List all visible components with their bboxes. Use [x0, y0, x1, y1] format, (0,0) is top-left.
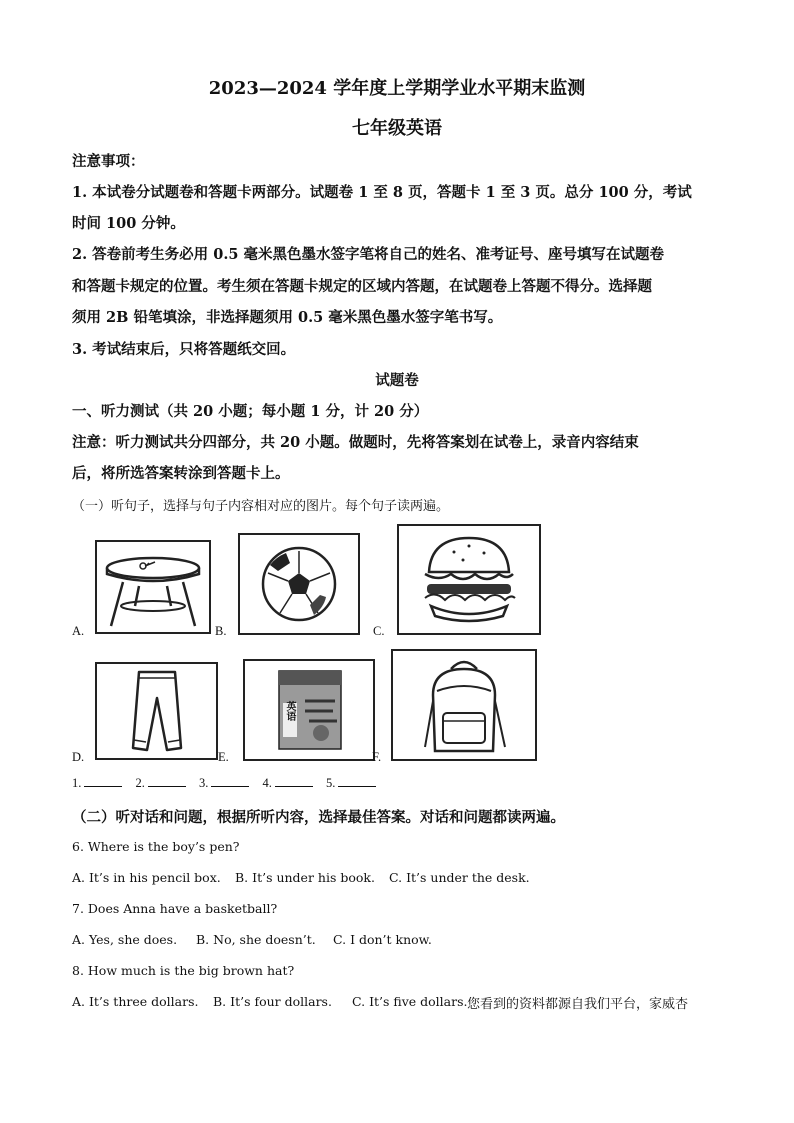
answer-blank-1[interactable] [84, 786, 122, 787]
question-7-option-b: B. No, she doesn’t. [196, 932, 316, 947]
question-6: 6. Where is the boy’s pen? [72, 839, 240, 854]
image-c-letter: C. [373, 624, 385, 638]
part-1-instruction: （一）听句子，选择与句子内容相对应的图片。每个句子读两遍。 [72, 498, 450, 513]
image-b-letter: B. [215, 624, 227, 638]
question-8-option-a: A. It’s three dollars. [72, 994, 199, 1009]
page-title: 2023—2024 学年度上学期学业水平期末监测 [208, 78, 586, 99]
question-6-option-c: C. It’s under the desk. [389, 870, 530, 885]
section-1-heading: 一、听力测试（共 20 小题；每小题 1 分，计 20 分） [72, 403, 429, 420]
question-8: 8. How much is the big brown hat? [72, 963, 295, 978]
table-image [95, 540, 211, 634]
paper-label: 试题卷 [375, 372, 419, 389]
backpack-image [391, 649, 537, 761]
answer-blanks [72, 776, 386, 791]
image-d-letter: D. [72, 750, 85, 764]
notice-item-2-line-2: 和答题卡规定的位置。考生须在答题卡规定的区域内答题，在试题卷上答题不得分。选择题 [72, 278, 652, 295]
watermark-text: 您看到的资料都源自我们平台，家威杏 [467, 997, 689, 1012]
answer-blank-4[interactable] [275, 786, 313, 787]
image-a-letter: A. [72, 624, 85, 638]
question-8-option-c: C. It’s five dollars. [352, 994, 468, 1009]
answer-blank-2[interactable] [148, 786, 186, 787]
ball-image [238, 533, 360, 635]
blank-label-1: 1. [72, 776, 82, 790]
notice-heading: 注意事项： [72, 153, 145, 170]
pants-image [95, 662, 218, 760]
question-8-option-b: B. It’s four dollars. [213, 994, 332, 1009]
question-7: 7. Does Anna have a basketball? [72, 901, 278, 916]
blank-label-3: 3. [199, 776, 209, 790]
question-7-option-c: C. I don’t know. [333, 932, 432, 947]
hamburger-image [397, 524, 541, 635]
image-f-letter: F. [372, 750, 382, 764]
blank-label-5: 5. [326, 776, 336, 790]
backpack-icon [393, 651, 535, 759]
section-1-note-line-1: 注意：听力测试共分四部分，共 20 小题。做题时，先将答案划在试卷上，录音内容结束 [72, 434, 639, 451]
answer-blank-3[interactable] [211, 786, 249, 787]
blank-label-2: 2. [135, 776, 145, 790]
page-subtitle: 七年级英语 [352, 118, 442, 139]
blank-label-4: 4. [262, 776, 272, 790]
question-6-option-a: A. It’s in his pencil box. [72, 870, 221, 885]
notice-item-2-line-3: 须用 2B 铅笔填涂，非选择题须用 0.5 毫米黑色墨水签字笔书写。 [72, 309, 503, 326]
book-cover-text: 英语 [284, 701, 295, 721]
section-1-note-line-2: 后，将所选答案转涂到答题卡上。 [72, 465, 290, 482]
part-2-instruction: （二）听对话和问题，根据所听内容，选择最佳答案。对话和问题都读两遍。 [72, 809, 565, 826]
question-6-option-b: B. It’s under his book. [235, 870, 375, 885]
hamburger-icon [399, 526, 539, 633]
notice-item-2-line-1: 2. 答卷前考生务必用 0.5 毫米黑色墨水签字笔将自己的姓名、准考证号、座号填写在试题卷 [72, 246, 665, 263]
soccer-ball-icon [240, 535, 358, 633]
english-book-icon [245, 661, 373, 759]
answer-blank-5[interactable] [338, 786, 376, 787]
book-image [243, 659, 375, 761]
pants-icon [97, 664, 216, 758]
question-7-option-a: A. Yes, she does. [72, 932, 178, 947]
notice-item-1-line-2: 时间 100 分钟。 [72, 215, 185, 232]
table-icon [97, 542, 209, 632]
image-e-letter: E. [218, 750, 229, 764]
notice-item-3: 3. 考试结束后，只将答题纸交回。 [72, 341, 296, 358]
notice-item-1-line-1: 1. 本试卷分试题卷和答题卡两部分。试题卷 1 至 8 页，答题卡 1 至 3 页。总分 100 分，考试 [72, 184, 692, 201]
